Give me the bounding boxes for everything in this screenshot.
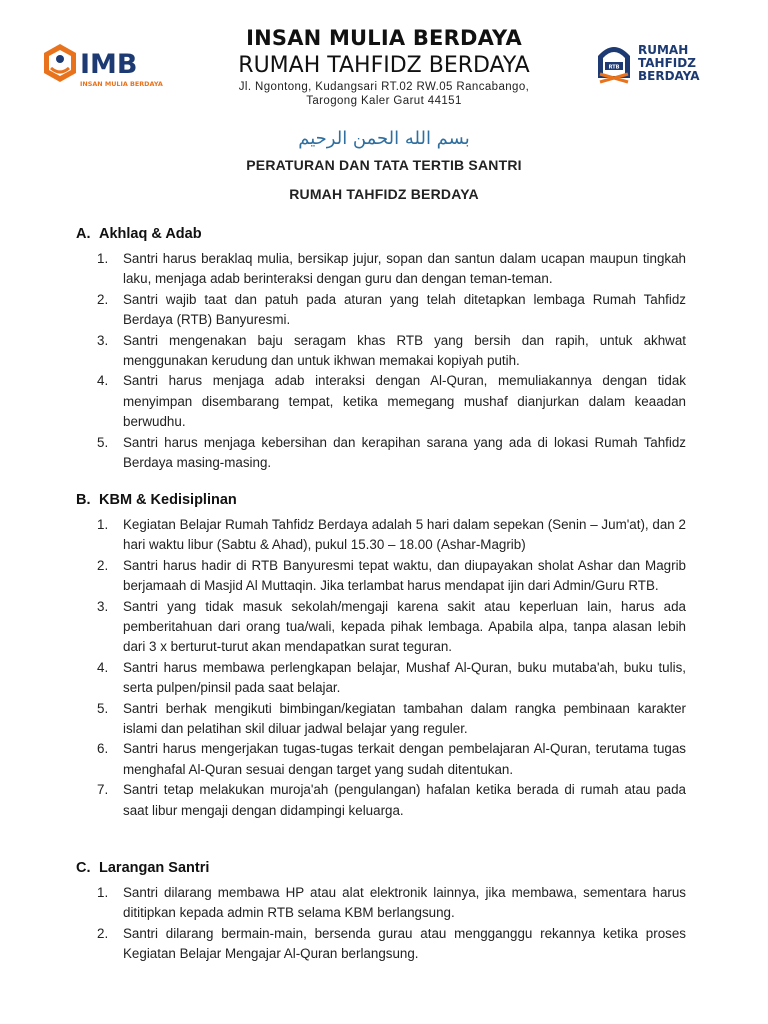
document-title <box>0 151 768 209</box>
section-heading <box>76 491 688 509</box>
list-item: 6. Santri harus mengerjakan tugas-tugas terkait dengan pembelajaran Al-Quran, terutama tugas menghafal Al-Quran sesuai dengan target yang sudah ditentukan. <box>76 739 688 780</box>
rule-text: Santri harus mengerjakan tugas-tugas terkait dengan pembelajaran Al-Quran, terutama tugas menghafal Al-Quran sesuai dengan target yang sudah ditentukan. <box>123 741 686 777</box>
rule-text: Santri berhak mengikuti bimbingan/kegiatan tambahan dalam rangka pembinaan karakter islami dan pelatihan skil diluar jadwal belajar yang reguler. <box>123 700 686 737</box>
list-item: 3. Santri mengenakan baju seragam khas RTB yang bersih dan rapih, untuk akhwat menggunakan kerudung dan untuk ikhwan memakai kopiyah putih. <box>76 331 688 372</box>
section-title: Akhlaq & Adab <box>99 226 202 242</box>
rule-text: Santri tetap melakukan muroja'ah (pengulangan) hafalan ketika berada di rumah atau pada saat libur mengaji dengan didampingi keluarga. <box>123 782 686 818</box>
list-item: 2. Santri harus hadir di RTB Banyuresmi tepat waktu, dan diupayakan sholat Ashar dan Magrib berjamaah di Masjid Al Muttaqin. Jika terlambat harus mendapat ijin dari Admin/Guru RTB. <box>76 556 688 597</box>
list-item: 3. Santri yang tidak masuk sekolah/mengaji karena sakit atau keperluan lain, harus ada pemberitahuan dari orang tua/wali, kepada pihak lembaga. Apabila alpa, tanpa alasan lebih dari 3 x berturut-turut akan mendapatkan surat teguran. <box>76 597 688 658</box>
rule-list <box>76 249 688 473</box>
rule-list <box>76 515 688 821</box>
org-subname: RUMAH TAHFIDZ BERDAYA <box>238 53 530 78</box>
org-header <box>160 24 608 108</box>
rule-list <box>76 883 688 965</box>
basmala: بسم الله الحمن الرحيم <box>298 128 470 149</box>
imb-logo <box>40 40 172 92</box>
section-letter: C. <box>76 860 91 876</box>
rule-text: Santri harus beraklaq mulia, bersikap jujur, sopan dan santun dalam ucapan maupun tingkah laku, menjaga adab berinteraksi dengan guru dan dengan teman-teman. <box>123 251 686 287</box>
section-heading <box>76 225 688 243</box>
section-letter: A. <box>76 226 91 242</box>
rule-text: Santri dilarang bermain-main, bersenda gurau atau mengganggu rekannya ketika proses Kegiatan Belajar Mengajar Al-Quran berlangsung. <box>123 925 686 962</box>
section-akhlaq-adab <box>76 225 688 473</box>
rule-text: Santri yang tidak masuk sekolah/mengaji karena sakit atau keperluan lain, harus ada pemberitahuan dari orang tua/wali, kepada pihak lembaga. Apabila alpa, tanpa alasan lebih dari 3 x berturut-turut akan mendapatkan surat teguran. <box>123 598 686 655</box>
list-item: 1. Santri dilarang membawa HP atau alat elektronik lainnya, jika membawa, sementara harus dititipkan kepada admin RTB selama KBM berlangsung. <box>76 883 688 924</box>
imb-logo-mark-icon <box>40 40 172 92</box>
rule-text: Santri dilarang membawa HP atau alat elektronik lainnya, jika membawa, sementara harus dititipkan kepada admin RTB selama KBM berlangsung. <box>123 885 686 921</box>
list-item: 1. Kegiatan Belajar Rumah Tahfidz Berdaya adalah 5 hari dalam sepekan (Senin – Jum'at), dan 2 hari waktu libur (Sabtu & Ahad), pukul 15.30 – 18.00 (Ashar-Magrib) <box>76 515 688 556</box>
rule-text: Santri harus menjaga kebersihan dan kerapihan sarana yang ada di lokasi Rumah Tahfidz Berdaya masing-masing. <box>123 434 686 471</box>
section-kbm-kedisiplinan <box>76 491 688 821</box>
org-address-line1: Jl. Ngontong, Kudangsari RT.02 RW.05 Rancabango, <box>238 81 530 93</box>
rtb-logo <box>594 38 716 86</box>
rule-text: Santri harus membawa perlengkapan belajar, Mushaf Al-Quran, buku mutaba'ah, buku tulis, serta pulpen/pinsil pada saat belajar. <box>123 659 686 696</box>
list-item: 2. Santri dilarang bermain-main, bersenda gurau atau mengganggu rekannya ketika proses Kegiatan Belajar Mengajar Al-Quran berlangsung. <box>76 924 688 965</box>
rule-text: Santri harus menjaga adab interaksi dengan Al-Quran, memuliakannya dengan tidak menyimpan disembarang tempat, ketika memegang mushaf dianjurkan dalam keaadan berwudhu. <box>123 373 686 430</box>
rtb-logo-line2: TAHFIDZ <box>638 56 696 70</box>
list-item: 5. Santri berhak mengikuti bimbingan/kegiatan tambahan dalam rangka pembinaan karakter islami dan pelatihan skil diluar jadwal belajar yang reguler. <box>76 699 688 740</box>
rtb-logo-book-text: RTB <box>608 64 620 71</box>
list-item: 7. Santri tetap melakukan muroja'ah (pengulangan) hafalan ketika berada di rumah atau pada saat libur mengaji dengan didampingi keluarga. <box>76 780 688 821</box>
document-title-line1: PERATURAN DAN TATA TERTIB SANTRI <box>246 157 522 173</box>
list-item: 4. Santri harus membawa perlengkapan belajar, Mushaf Al-Quran, buku mutaba'ah, buku tulis, serta pulpen/pinsil pada saat belajar. <box>76 658 688 699</box>
list-item: 2. Santri wajib taat dan patuh pada aturan yang telah ditetapkan lembaga Rumah Tahfidz Berdaya (RTB) Banyuresmi. <box>76 290 688 331</box>
list-item: 4. Santri harus menjaga adab interaksi dengan Al-Quran, memuliakannya dengan tidak menyimpan disembarang tempat, ketika memegang mushaf dianjurkan dalam keaadan berwudhu. <box>76 371 688 432</box>
section-title: KBM & Kedisiplinan <box>99 492 237 508</box>
rule-text: Kegiatan Belajar Rumah Tahfidz Berdaya adalah 5 hari dalam sepekan (Senin – Jum'at), dan 2 hari waktu libur (Sabtu & Ahad), pukul 15.30 – 18.00 (Ashar-Magrib) <box>123 517 686 553</box>
section-title: Larangan Santri <box>99 860 210 876</box>
section-letter: B. <box>76 492 91 508</box>
rtb-logo-line1: RUMAH <box>638 43 689 57</box>
section-larangan-santri <box>76 859 688 965</box>
imb-logo-text: IMB <box>80 49 138 80</box>
rule-text: Santri mengenakan baju seragam khas RTB yang bersih dan rapih, untuk akhwat menggunakan kerudung dan untuk ikhwan memakai kopiyah putih. <box>123 332 686 369</box>
section-heading <box>76 859 688 877</box>
imb-logo-caption: INSAN MULIA BERDAYA <box>80 80 163 88</box>
org-name: INSAN MULIA BERDAYA <box>246 26 522 50</box>
rule-text: Santri wajib taat dan patuh pada aturan yang telah ditetapkan lembaga Rumah Tahfidz Berdaya (RTB) Banyuresmi. <box>123 291 686 328</box>
rtb-logo-mark-icon <box>594 38 716 86</box>
org-address-line2: Tarogong Kaler Garut 44151 <box>306 95 462 107</box>
document-title-line2: RUMAH TAHFIDZ BERDAYA <box>289 186 479 202</box>
rule-text: Santri harus hadir di RTB Banyuresmi tepat waktu, dan diupayakan sholat Ashar dan Magrib berjamaah di Masjid Al Muttaqin. Jika terlambat harus mendapat ijin dari Admin/Guru RTB. <box>123 557 686 594</box>
rtb-logo-line3: BERDAYA <box>638 69 700 83</box>
list-item: 1. Santri harus beraklaq mulia, bersikap jujur, sopan dan santun dalam ucapan maupun tingkah laku, menjaga adab berinteraksi dengan guru dan dengan teman-teman. <box>76 249 688 290</box>
list-item: 5. Santri harus menjaga kebersihan dan kerapihan sarana yang ada di lokasi Rumah Tahfidz Berdaya masing-masing. <box>76 433 688 474</box>
